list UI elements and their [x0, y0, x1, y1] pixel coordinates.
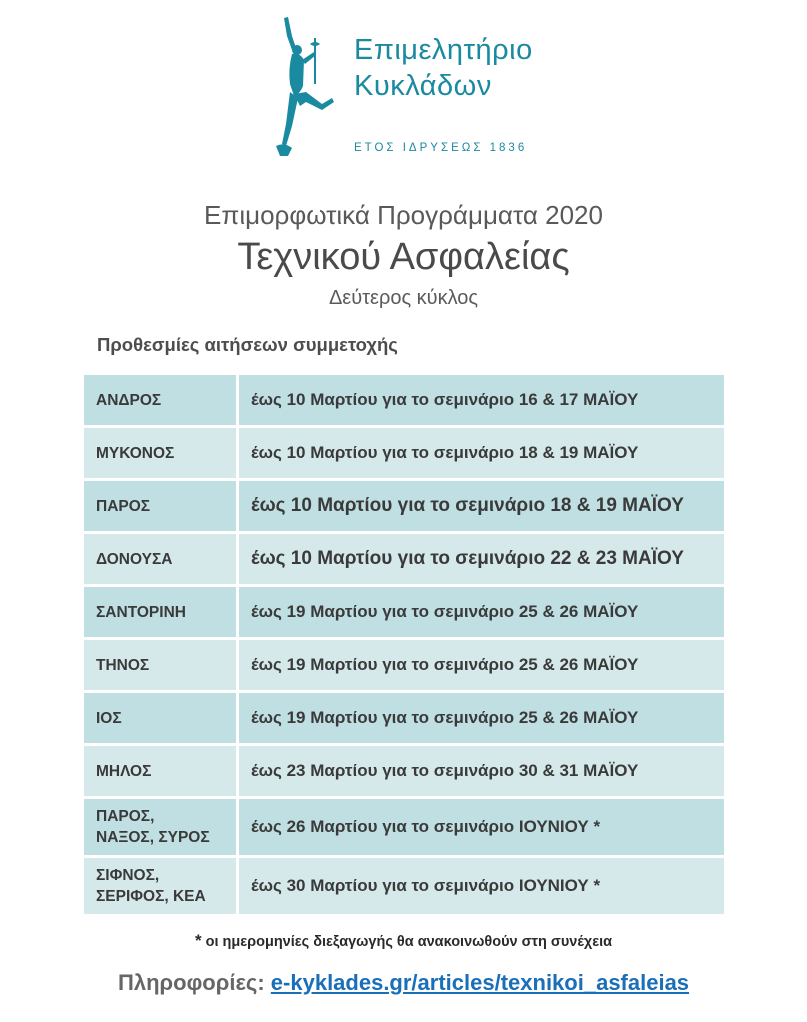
island-name: ΔΟΝΟΥΣΑ [96, 550, 173, 568]
table-row [84, 746, 724, 796]
deadline-cell: έως 10 Μαρτίου για το σεμινάριο 16 & 17 ΜΑΪΟΥ [239, 375, 724, 425]
deadlines-heading: Προθεσμίες αιτήσεων συμμετοχής [97, 334, 398, 355]
hermes-figure-icon [270, 14, 340, 164]
table-row [84, 375, 724, 425]
deadline-cell: έως 19 Μαρτίου για το σεμινάριο 25 & 26 ΜΑΪΟΥ [239, 587, 724, 637]
table-row [84, 858, 724, 914]
program-subject: Τεχνικού Ασφαλείας [237, 236, 570, 278]
island-name: ΜΥΚΟΝΟΣ [96, 444, 175, 462]
info-link[interactable]: e-kyklades.gr/articles/texnikoi_asfaleias [270, 970, 690, 995]
program-title: Επιμορφωτικά Προγράμματα 2020 [204, 200, 603, 230]
island-name: ΙΟΣ [96, 709, 122, 727]
island-name-line2: ΣΕΡΙΦΟΣ, ΚΕΑ [96, 888, 206, 905]
table-row [84, 534, 724, 584]
deadline-cell: έως 10 Μαρτίου για το σεμινάριο 22 & 23 ΜΑΪΟΥ [239, 534, 724, 584]
island-name-line2: ΝΑΞΟΣ, ΣΥΡΟΣ [96, 829, 210, 846]
logo [270, 14, 550, 164]
deadline-cell: έως 19 Μαρτίου για το σεμινάριο 25 & 26 ΜΑΪΟΥ [239, 640, 724, 690]
footnote-star: * [194, 931, 202, 950]
island-cell [84, 428, 239, 478]
deadline-cell: έως 30 Μαρτίου για το σεμινάριο ΙΟΥΝΙΟΥ * [239, 858, 724, 914]
island-name: ΜΗΛΟΣ [96, 762, 152, 780]
island-cell [84, 746, 239, 796]
island-cell [84, 375, 239, 425]
deadline-cell: έως 10 Μαρτίου για το σεμινάριο 18 & 19 ΜΑΪΟΥ [239, 481, 724, 531]
island-name: ΤΗΝΟΣ [96, 656, 150, 674]
island-cell [84, 640, 239, 690]
org-name-line2: Κυκλάδων [354, 70, 492, 102]
footnote-text: οι ημερομηνίες διεξαγωγής θα ανακοινωθούν στη συνέχεια [205, 934, 613, 950]
deadline-cell: έως 19 Μαρτίου για το σεμινάριο 25 & 26 ΜΑΪΟΥ [239, 693, 724, 743]
island-cell [84, 534, 239, 584]
island-cell [84, 587, 239, 637]
island-name-line1: ΠΑΡΟΣ, [96, 808, 155, 825]
island-cell [84, 799, 239, 855]
island-name: ΣΑΝΤΟΡΙΝΗ [96, 603, 186, 621]
table-row [84, 799, 724, 855]
founded-year: ΕΤΟΣ ΙΔΡΥΣΕΩΣ 1836 [354, 142, 528, 154]
island-name: ΑΝΔΡΟΣ [96, 391, 162, 409]
island-cell [84, 481, 239, 531]
deadline-cell: έως 10 Μαρτίου για το σεμινάριο 18 & 19 ΜΑΪΟΥ [239, 428, 724, 478]
table-row [84, 640, 724, 690]
deadline-cell: έως 26 Μαρτίου για το σεμινάριο ΙΟΥΝΙΟΥ * [239, 799, 724, 855]
island-cell [84, 858, 239, 914]
footnote [0, 931, 807, 951]
table-row [84, 587, 724, 637]
island-name-line1: ΣΙΦΝΟΣ, [96, 867, 160, 884]
island-cell [84, 693, 239, 743]
deadlines-table [84, 372, 724, 917]
program-cycle: Δεύτερος κύκλος [328, 287, 479, 309]
table-row [84, 428, 724, 478]
info-line [0, 970, 807, 996]
deadline-cell: έως 23 Μαρτίου για το σεμινάριο 30 & 31 ΜΑΪΟΥ [239, 746, 724, 796]
island-name: ΠΑΡΟΣ [96, 497, 151, 515]
table-row [84, 693, 724, 743]
info-label: Πληροφορίες: [117, 970, 265, 995]
org-name-line1: Επιμελητήριο [354, 34, 533, 66]
table-row [84, 481, 724, 531]
